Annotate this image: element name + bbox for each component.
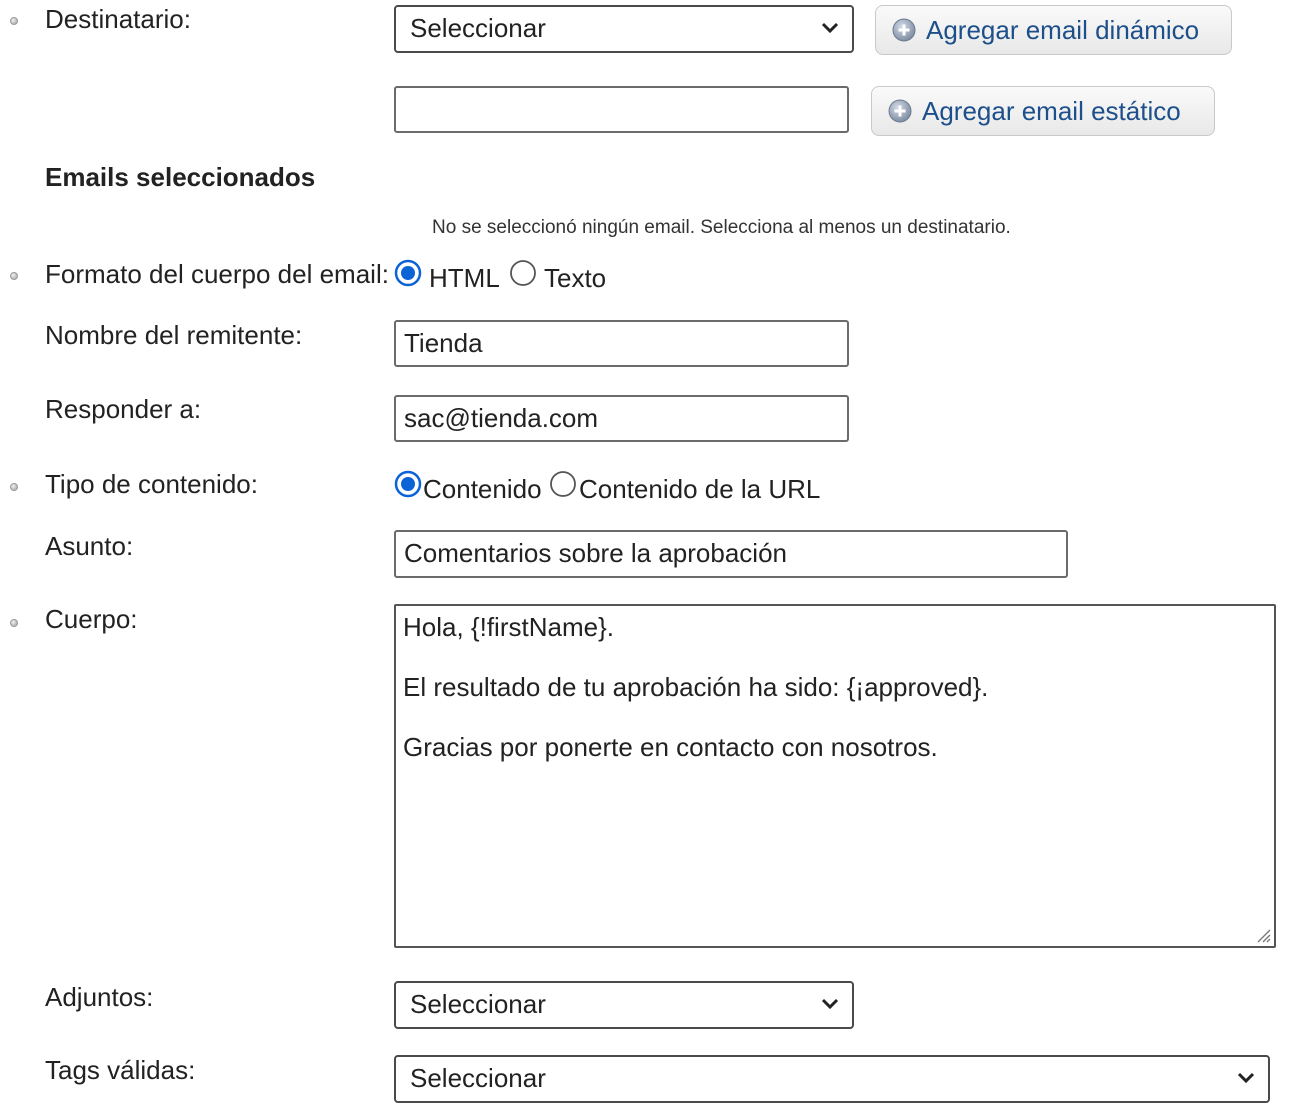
subject-value: Comentarios sobre la aprobación bbox=[404, 538, 787, 568]
recipient-label: Destinatario: bbox=[45, 4, 191, 34]
resize-grip-icon[interactable] bbox=[1255, 927, 1271, 943]
valid-tags-select-value: Seleccionar bbox=[410, 1063, 546, 1093]
html-format-radio[interactable] bbox=[394, 259, 422, 287]
add-circle-icon bbox=[892, 18, 916, 42]
body-line: Gracias por ponerte en contacto con nosotros. bbox=[403, 732, 938, 762]
content-radio[interactable] bbox=[394, 470, 422, 498]
body-format-label: Formato del cuerpo del email: bbox=[45, 259, 389, 289]
valid-tags-select[interactable] bbox=[394, 1055, 1270, 1103]
no-email-selected-message: No se seleccionó ningún email. Selecciona al menos un destinatario. bbox=[432, 217, 1011, 238]
sender-name-value: Tienda bbox=[404, 328, 483, 358]
recipient-select[interactable] bbox=[394, 5, 854, 53]
add-circle-icon bbox=[888, 99, 912, 123]
body-line: Hola, {!firstName}. bbox=[403, 612, 614, 642]
subject-input[interactable] bbox=[394, 530, 1068, 578]
sender-name-input[interactable] bbox=[394, 320, 849, 367]
text-format-label: Texto bbox=[544, 263, 607, 293]
body-label: Cuerpo: bbox=[45, 604, 138, 634]
text-format-radio[interactable] bbox=[509, 259, 537, 287]
sender-name-label: Nombre del remitente: bbox=[45, 320, 303, 350]
content-type-label: Tipo de contenido: bbox=[45, 469, 258, 499]
attachments-select[interactable] bbox=[394, 981, 854, 1029]
add-dynamic-email-button[interactable] bbox=[875, 5, 1232, 55]
required-bullet-icon bbox=[10, 272, 18, 280]
chevron-down-icon bbox=[820, 21, 840, 35]
valid-tags-label: Tags válidas: bbox=[45, 1055, 196, 1085]
required-bullet-icon bbox=[10, 619, 18, 627]
chevron-down-icon bbox=[1236, 1071, 1256, 1085]
add-static-email-button[interactable] bbox=[871, 86, 1215, 136]
recipient-select-value: Seleccionar bbox=[410, 13, 546, 43]
body-line: El resultado de tu aprobación ha sido: {¡approved}. bbox=[403, 672, 989, 702]
subject-label: Asunto: bbox=[45, 531, 134, 561]
add-static-email-label: Agregar email estático bbox=[922, 95, 1181, 126]
content-option-label: Contenido bbox=[423, 474, 542, 504]
required-bullet-icon bbox=[10, 483, 18, 491]
selected-emails-heading: Emails seleccionados bbox=[45, 162, 316, 192]
attachments-select-value: Seleccionar bbox=[410, 989, 546, 1019]
chevron-down-icon bbox=[820, 997, 840, 1011]
add-dynamic-email-label: Agregar email dinámico bbox=[926, 14, 1200, 45]
body-textarea[interactable] bbox=[394, 604, 1276, 948]
required-bullet-icon bbox=[10, 17, 18, 25]
reply-to-value: sac@tienda.com bbox=[404, 403, 599, 433]
static-email-input[interactable] bbox=[394, 86, 849, 133]
reply-to-input[interactable] bbox=[394, 395, 849, 442]
reply-to-label: Responder a: bbox=[45, 394, 202, 424]
content-url-radio[interactable] bbox=[549, 470, 577, 498]
content-url-option-label: Contenido de la URL bbox=[579, 474, 821, 504]
attachments-label: Adjuntos: bbox=[45, 982, 154, 1012]
html-format-label: HTML bbox=[429, 263, 500, 293]
